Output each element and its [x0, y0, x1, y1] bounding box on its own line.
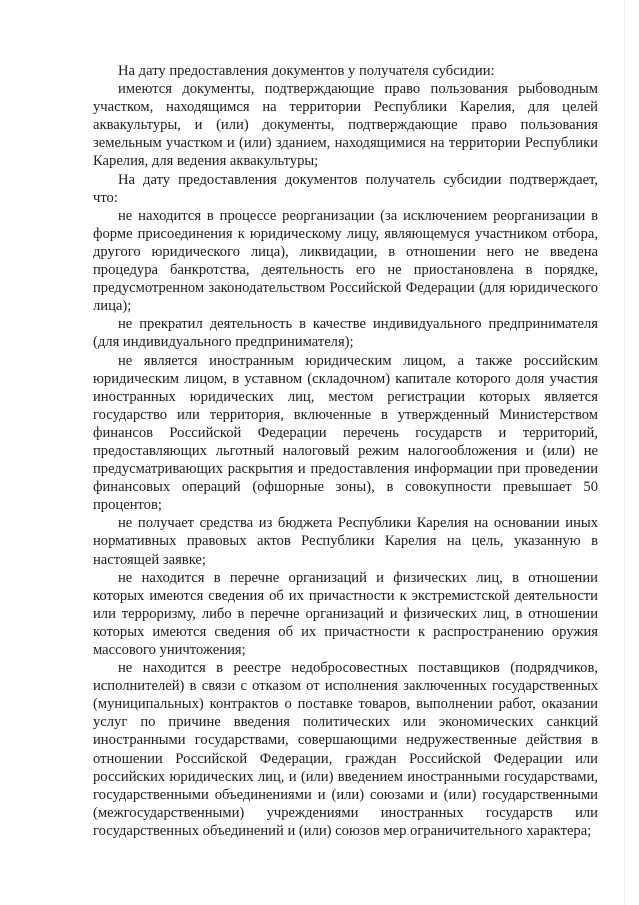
paragraph-no-other-budget-funds: не получает средства из бюджета Республики Карелия на основании иных нормативных правовых актов Республики Карелия на цель, указанную в настоящей заявке; — [93, 515, 598, 568]
paragraph-aquaculture-rights: имеются документы, подтверждающие право пользования рыбоводным участком, находящимся на территории Республики Карелия, для целей аквакультуры, и (или) документы, подтверждающие право пользования земельным участком и (или) зданием, находящимися на территории Республики Карелия, для ведения аквакультуры; — [93, 81, 598, 170]
paragraph-not-in-unreliable-suppliers-registry: не находится в реестре недобросовестных поставщиков (подрядчиков, исполнителей) в связи с отказом от исполнения заключенных государственных (муниципальных) контрактов о поставке товаров, выполнении работ, оказании услуг по причине введения политических или экономических санкций иностранными государствами, совершающими недружественные действия в отношении Российской Федерации, граждан Российской Федерации или российских юридических лиц, и (или) введением иностранными государствами, государственными объединениями и (или) союзами и (или) государственными (межгосударственными) учреждениями иностранных государств или государственных объединений и (или) союзов мер ограничительного характера; — [93, 660, 598, 839]
document-body — [93, 62, 598, 840]
paragraph-intro-confirmation: На дату предоставления документов получатель субсидии подтверждает, что: — [93, 171, 598, 206]
paragraph-not-foreign-entity: не является иностранным юридическим лицом, а также российским юридическим лицом, в уставном (складочном) капитале которого доля участия иностранных юридических лиц, местом регистрации которых является государство или территория, включенные в утвержденный Министерством финансов Российской Федерации перечень государств и территорий, предоставляющих льготный налоговый режим налогообложения и (или) не предусматривающих раскрытия и предоставления информации при проведении финансовых операций (офшорные зоны), в совокупности превышает 50 процентов; — [93, 352, 598, 514]
paragraph-intro-applicant: На дату предоставления документов у получателя субсидии: — [118, 63, 495, 79]
paragraph-no-reorganization: не находится в процессе реорганизации (за исключением реорганизации в форме присоединения к юридическому лицу, являющемуся участником отбора, другого юридического лица), ликвидации, в отношении него не введена процедура банкротства, деятельность его не приостановлена в порядке, предусмотренном законодательством Российской Федерации (для юридического лица); — [93, 207, 598, 315]
scan-edge-line — [624, 0, 625, 905]
paragraph-entrepreneur-active: не прекратил деятельность в качестве индивидуального предпринимателя (для индивидуального предпринимателя); — [93, 316, 598, 351]
paragraph-not-on-extremism-list: не находится в перечне организаций и физических лиц, в отношении которых имеются сведения об их причастности к экстремистской деятельности или терроризму, либо в перечне организаций и физических лиц, в отношении которых имеются сведения об их причастности к распространению оружия массового уничтожения; — [93, 569, 598, 658]
